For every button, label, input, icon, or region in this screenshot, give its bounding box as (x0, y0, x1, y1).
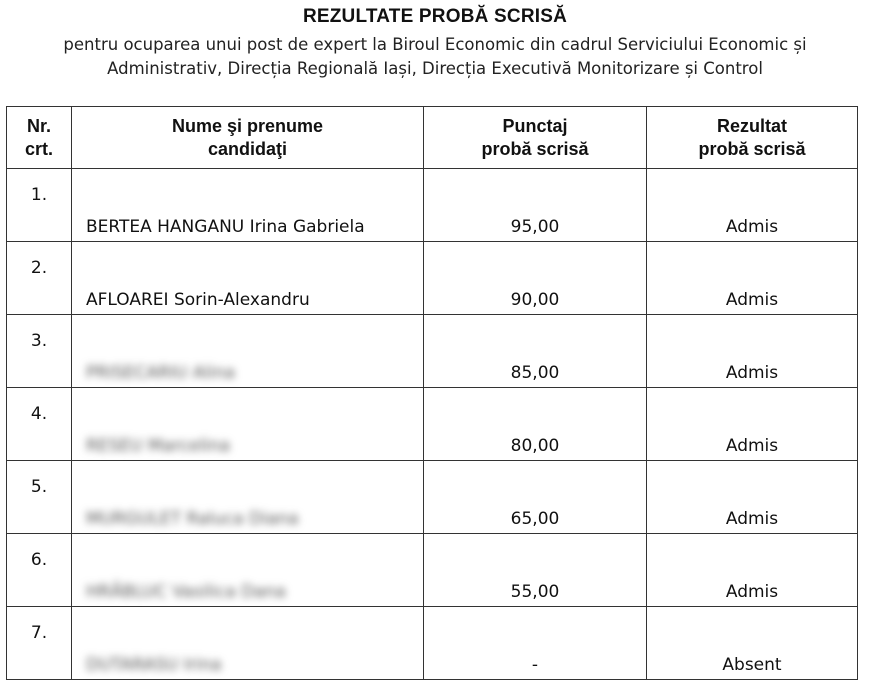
candidate-name-redacted (72, 534, 424, 607)
candidate-name-redacted (72, 461, 424, 534)
column-header-nr (7, 107, 72, 169)
blurred-name: HRĂBLUC Vasilica Dana (86, 582, 286, 602)
candidate-result: Admis (647, 242, 858, 315)
row-number: 3. (7, 315, 72, 388)
header-row (7, 107, 858, 169)
subtitle-line-2: Administrativ, Direcția Regională Iași, Direcția Executivă Monitorizare și Control (107, 59, 763, 78)
table-row (7, 169, 858, 242)
candidate-score: 85,00 (424, 315, 647, 388)
blurred-name: DUTARASU Irina (86, 655, 222, 675)
candidate-result: Absent (647, 607, 858, 680)
blurred-name: PRISECARIU Alina (86, 363, 236, 383)
document-title: REZULTATE PROBĂ SCRISĂ (302, 6, 568, 27)
column-header-result-line1: Rezultat (716, 115, 787, 136)
column-header-nr-line2: crt. (24, 138, 53, 159)
document-subtitle (0, 33, 870, 81)
candidate-score: 80,00 (424, 388, 647, 461)
column-header-name (72, 107, 424, 169)
row-number: 4. (7, 388, 72, 461)
results-table (6, 106, 858, 680)
table-row (7, 607, 858, 680)
candidate-name-redacted (72, 315, 424, 388)
row-number: 7. (7, 607, 72, 680)
table-row (7, 388, 858, 461)
candidate-result: Admis (647, 388, 858, 461)
candidate-name: AFLOAREI Sorin-Alexandru (72, 242, 424, 315)
blurred-name: MURGULET Raluca Diana (86, 509, 299, 529)
column-header-result-line2: probă scrisă (698, 138, 806, 159)
subtitle-line-1: pentru ocuparea unui post de expert la Biroul Economic din cadrul Serviciului Economic și (63, 35, 807, 54)
candidate-name-redacted (72, 388, 424, 461)
table-row (7, 315, 858, 388)
candidate-name-redacted (72, 607, 424, 680)
column-header-nr-line1: Nr. (26, 115, 51, 136)
blurred-name: RESEU Marcelina (86, 436, 231, 456)
column-header-name-line2: candidaţi (207, 138, 287, 159)
candidate-score: 95,00 (424, 169, 647, 242)
table-row (7, 534, 858, 607)
row-number: 2. (7, 242, 72, 315)
column-header-result (647, 107, 858, 169)
table-row (7, 242, 858, 315)
candidate-result: Admis (647, 461, 858, 534)
candidate-score: 90,00 (424, 242, 647, 315)
column-header-score-line1: Punctaj (502, 115, 568, 136)
candidate-result: Admis (647, 534, 858, 607)
row-number: 5. (7, 461, 72, 534)
candidate-score: 65,00 (424, 461, 647, 534)
candidate-score: - (424, 607, 647, 680)
candidate-name: BERTEA HANGANU Irina Gabriela (72, 169, 424, 242)
table-row (7, 461, 858, 534)
row-number: 1. (7, 169, 72, 242)
row-number: 6. (7, 534, 72, 607)
candidate-result: Admis (647, 315, 858, 388)
column-header-score-line2: probă scrisă (481, 138, 589, 159)
column-header-name-line1: Nume şi prenume (171, 115, 324, 136)
candidate-result: Admis (647, 169, 858, 242)
column-header-score (424, 107, 647, 169)
candidate-score: 55,00 (424, 534, 647, 607)
